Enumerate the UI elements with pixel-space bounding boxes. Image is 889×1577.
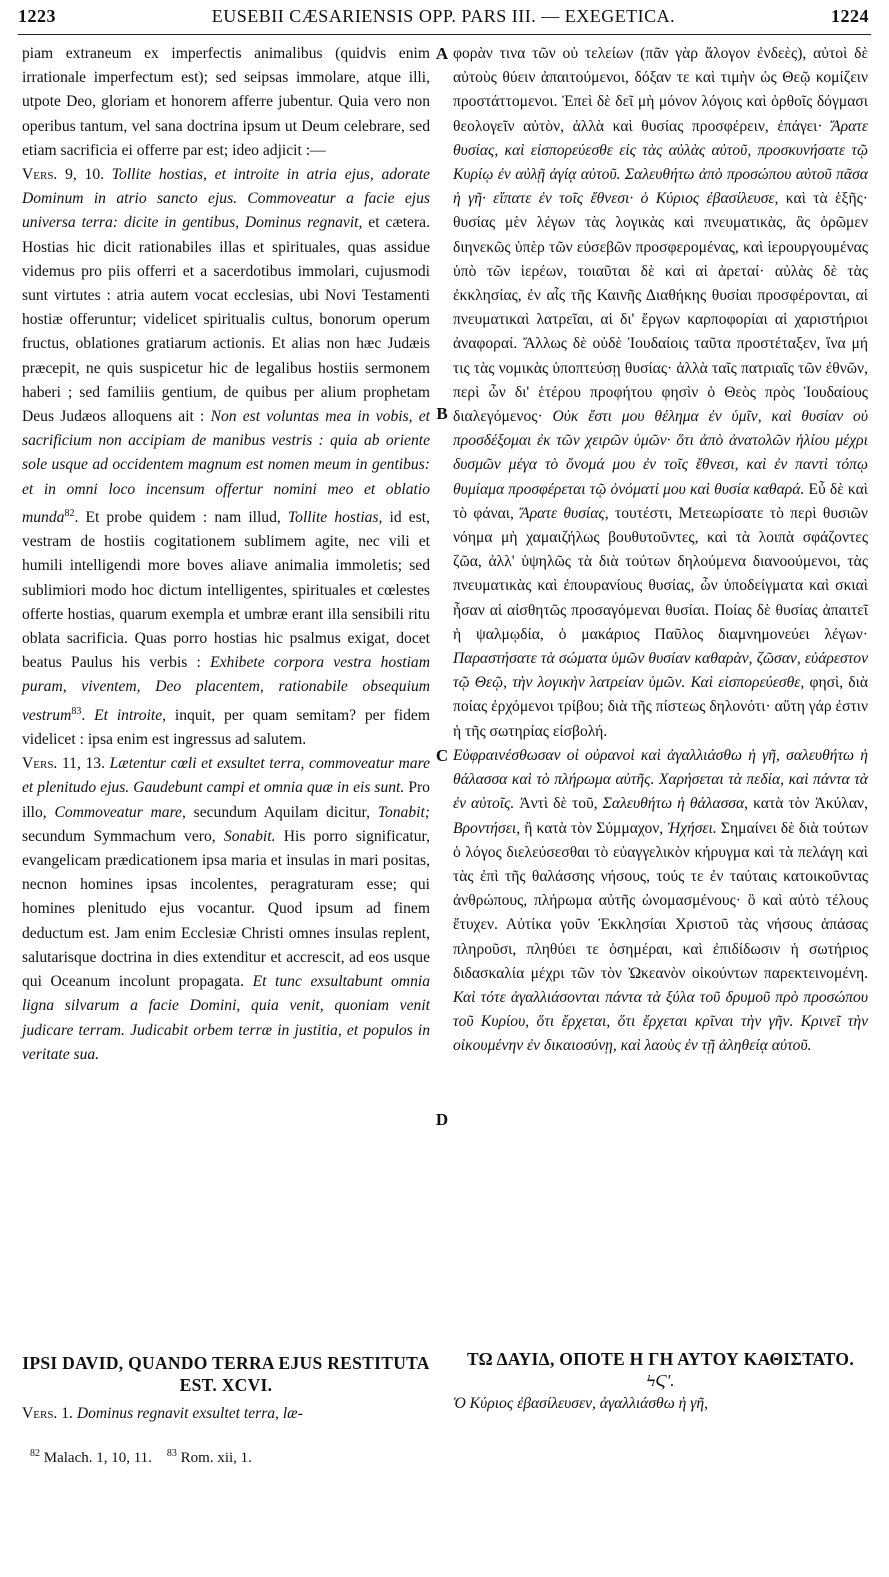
footnote-83: Rom. xii, 1. xyxy=(180,1450,252,1466)
commentary-text: . Et probe quidem : nam illud, xyxy=(74,509,281,527)
margin-letter-b: B xyxy=(436,404,448,423)
commentary-text: . xyxy=(81,706,86,724)
footnotes xyxy=(30,1448,252,1467)
commentary-text: Pro illo, xyxy=(22,779,430,821)
latin-paragraph-2 xyxy=(22,163,430,752)
latin-psalm-heading: IPSI DAVID, QUANDO TERRA EJUS RESTITUTA EST. XCVI. xyxy=(22,1353,430,1395)
scripture-quote: Tonabit; xyxy=(377,803,431,821)
greek-paragraph-1 xyxy=(453,42,868,744)
footnote-marker: 83 xyxy=(71,705,82,717)
footnote-82: Malach. 1, 10, 11. xyxy=(43,1450,152,1466)
commentary-text: φορὰν τινα τῶν οὐ τελείων (πᾶν γὰρ ἄλογον ἐνδεὲς), αὐτοὶ δὲ αὐτοὺς θύειν ἀπαιτούμενοι, δόξαν τε καὶ τιμὴν ὡς Θεῷ κομίζειν προστάττομενοι. Ἐπεὶ δὲ δεῖ μὴ μόνον λόγοις καὶ ὀρθοῖς δόγμασι θεολογεῖν αὐτὸν, ἀλλὰ καὶ θυσίας προσφέρειν, ἐπάγει· xyxy=(453,45,868,135)
commentary-text: Σημαίνει δὲ διὰ τούτων ὁ λόγος διελεύσεσθαι τὸ εὐαγγελικὸν κήρυγμα καὶ τὰ πελάγη καὶ τὰς ἐπὶ τῆς θαλάσσης νήσους, τούς τε ἐν ταύταις κατοικοῦντας ἀνθρώπους, πλήρωμα αὐτῆς ὠνομασμένους· ὃ καὶ αὐτὸ τέλους ἔτυχεν. Αὐτίκα γοῦν Ἐκκλησίαι Χριστοῦ τὰς νήσους ἁπάσας πληροῦσι, πληθύει τε ὁσημέραι, καὶ ἐπιδίδωσιν ἡ σωτήριος διδασκαλία μέχρι τῶν τὸν Ὠκεανὸν οἰκούντων παρεκτεινομένη. xyxy=(453,819,868,982)
header-rule xyxy=(18,34,871,35)
page-number-right: 1224 xyxy=(831,6,869,26)
verse-ref: Vers. 9, 10. xyxy=(22,166,105,184)
latin-paragraph-3 xyxy=(22,752,430,1067)
scripture-quote: Εὐφραινέσθωσαν οἱ οὐρανοὶ καὶ ἀγαλλιάσθω ἡ γῆ, σαλευθήτω ἡ θάλασσα καὶ τὸ πλήρωμα αὐτῆς. Χαρήσεται τὰ πεδία, καὶ πάντα τὰ ἐν αὐτοῖς. xyxy=(453,746,868,813)
scripture-quote: Tollite hostias, et introite in atria ejus, adorate Dominum in atrio sancto ejus. Commoveatur a facie ejus universa terra: dicite in gentibus, Dominus regnavit, xyxy=(22,166,430,232)
scripture-quote: Παραστήσατε τὰ σώματα ὑμῶν θυσίαν καθαρὰν, ζῶσαν, εὐάρεστον τῷ Θεῷ, τὴν λογικὴν λατρείαν ὑμῶν. Καὶ εἰσπορεύεσθε, xyxy=(453,650,868,692)
scripture-quote: Sonabit. xyxy=(223,827,276,845)
latin-paragraph-1: piam extraneum ex imperfectis animalibus (quidvis enim irrationale imperfectum est); sed seipsas immolare, atque illi, utpote Deo, gloriam et honorem afferre jubentur. Quia vero non operibus tantum, vel sana doctrina ipsum ut Deum celebrare, sed etiam sacrificia ei offerre par est; ideo adjicit :— xyxy=(22,45,430,159)
commentary-text: καὶ τὰ ἑξῆς· θυσίας μὲν λέγων τὰς λογικὰς καὶ πνευματικὰς, ἃς ὁρῶμεν διηνεκῶς ὑπὲρ τῶν εὐσεβῶν προσφερομένας, καὶ ἱερουργουμένας ὑπὸ τῶν ἱερέων, τοιαῦται δὲ καὶ αἱ ἀρεταί· αὐλὰς δὲ τὰς ἐκκλησίας, ἐν αἷς τῆς Καινῆς Διαθήκης θυσίαι προσφέρονται, αἱ πνευματικαὶ λατρεῖαι, αἱ δι' ἔργων καρποφορίαι αἱ χαριστήριοι ἀναφοραί. Ἄλλως δὲ οὐδὲ Ἰουδαίοις ταῦτα προστέταξεν, ἵνα μή τις τὰς νομικὰς ὑποπτεύσῃ θυσίας· ἀλλὰ ταῖς πατριαῖς τῶν ἐθνῶν, περὶ ὧν δι' ἑτέρου προφήτου φησὶν ὁ Θεὸς πρὸς Ἰουδαίους διαλεγόμενος· xyxy=(453,190,868,426)
commentary-text: Ἀντὶ δὲ τοῦ, xyxy=(519,795,598,813)
latin-psalm-first-line xyxy=(22,1402,430,1426)
scripture-quote: Σαλευθήτω ἡ θάλασσα, xyxy=(602,795,749,813)
latin-column xyxy=(22,42,430,1067)
scripture-quote: Ὁ Κύριος ἐβασίλευσεν, ἀγαλλιάσθω ἡ γῆ, xyxy=(453,1395,709,1412)
verse-ref: Vers. 11, 13. xyxy=(22,755,105,773)
commentary-text: secundum Aquilam dicitur, xyxy=(193,803,370,821)
scripture-quote: Βροντήσει, xyxy=(453,819,521,837)
commentary-text: His porro significatur, evangelicam prædicationem ipsa maria et insulas in mari positas, necnon homines ipsas incolentes, peragraturam esse; qui homines plenitudo ejus vocantur. Quod ipsum ad finem deductum est. Jam enim Ecclesiæ Christi omnes insulas replent, salutarisque doctrina in dies extenditur et accrescit, ad eos usque qui Oceanum incolunt propagata. xyxy=(22,827,430,991)
scripture-quote: Et tunc exsultabunt omnia ligna silvarum a facie Domini, quia venit, quoniam venit judicare terram. Judicabit orbem terræ in justitia, et populos in veritate sua. xyxy=(22,973,430,1063)
greek-column xyxy=(453,42,868,1059)
page-number-left: 1223 xyxy=(18,6,56,26)
commentary-text: secundum Symmachum vero, xyxy=(22,827,216,845)
commentary-text: τουτέστι, Μετεωρίσατε τὸ περὶ θυσιῶν νόημα μὴ χαμαιζήλως βουθυτοῦντες, καὶ τὰ λοιπὰ σφάζοντες ζῶα, ἀλλ' ὑψηλῶς τὰ διὰ τούτων δηλούμενα διανοούμενοι, τὰς πνευματικὰς καὶ ἐπουρανίους θυσίας, ὧν ὑποδείγματα καὶ σκιαὶ ἦσαν αἱ αἰσθητῶς προσαγόμεναι θυσίαι. Ποίας δὲ θυσίας ἀπαιτεῖ ἡ ψαλμῳδία, ὁ μακάριος Παῦλος διαμνημονεύει λέγων· xyxy=(453,504,868,643)
scripture-quote: Ἄρατε θυσίας, xyxy=(520,504,609,522)
scripture-quote: Ἄρατε θυσίας, καὶ εἰσπορεύεσθε εἰς τὰς αὐλὰς αὐτοῦ, προσκυνήσατε τῷ Κυρίῳ ἐν αὐλῇ ἁγίᾳ αὐτοῦ. Σαλευθήτω ἀπὸ προσώπου αὐτοῦ πᾶσα ἡ γῆ· εἴπατε ἐν τοῖς ἔθνεσι· ὁ Κύριος ἐβασίλευσε, xyxy=(453,117,868,208)
greek-psalm-number: ϞϚʹ. xyxy=(646,1371,675,1390)
scripture-quote: Commoveatur mare, xyxy=(54,803,186,821)
commentary-text: id est, vestram de hostiis cogitationem sublimem agite, nec vili et humili intelligendi more boves aliave animalia immoletis; sed sublimiori modo hoc dictum intelligentes, spirituales et cœlestes offerte hostias, quarum exempla et umbræ erant illa sensibili ritu oblata sacrificia. Quas porro hostias hic psalmus exigat, docet beatus Paulus his verbis : xyxy=(22,509,430,672)
scripture-quote: Οὐκ ἔστι μου θέλημα ἐν ὑμῖν, καὶ θυσίαν οὐ προσδέξομαι ἐκ τῶν χειρῶν ὑμῶν· ὅτι ἀπὸ ἀνατολῶν ἡλίου μέχρι δυσμῶν μέγα τὸ ὄνομά μου ἐν τοῖς ἔθνεσι, καὶ ἐν παντὶ τόπῳ θυμίαμα προσφέρεται τῷ ὀνόματί μου καὶ θυσία καθαρά. xyxy=(453,408,868,498)
scripture-quote: Exhibete corpora vestra hostiam puram, viventem, Deo placentem, rationabile obsequium vestrum xyxy=(22,654,430,724)
footnote-marker: 83 xyxy=(166,1448,177,1459)
commentary-text: et cætera. Hostias hic dicit rationabiles illas et spirituales, quas assidue videmus pro piis offerri et a sacerdotibus immolari, cujusmodi sunt virtutes : atria autem vocat ecclesias, ubi Novi Testamenti hostiæ offeruntur; videlicet spiritualis cultus, bonorum operum fructus, oblationes gratiarum actionis. Et alias non hæc Judæis præcepit, ne quis suspicetur hic de legalibus hostiis sermonem haberi ; sed familiis gentium, de quibus per alium prophetam Deus Judæos alloquens ait : xyxy=(22,214,430,426)
scripture-quote: Non est voluntas mea in vobis, et sacrificium non accipiam de manibus vestris : quia ab oriente sole usque ad occidentem magnum est nomen meum in gentibus: et in omni loco incensum offertur nomini meo et oblatio munda xyxy=(22,408,430,527)
greek-psalm-first-line xyxy=(453,1392,868,1416)
scripture-quote: Tollite hostias, xyxy=(287,509,383,527)
scripture-quote: Dominus regnavit exsultet terra, læ- xyxy=(76,1405,303,1422)
commentary-text: φησὶ, διὰ ποίας ἐρχόμενοι τρίβου; διὰ τῆς πίστεως δηλονότι· αὕτη γάρ ἐστιν ἡ τῆς σωτηρίας εἰσβολή. xyxy=(453,674,869,740)
verse-ref: Vers. 1. xyxy=(22,1405,73,1422)
scripture-quote: Καὶ τότε ἀγαλλιάσονται πάντα τὰ ξύλα τοῦ δρυμοῦ πρὸ προσώπου τοῦ Κυρίου, ὅτι ἔρχεται, ὅτι ἔρχεται κρῖναι τὴν γῆν. Κρινεῖ τὴν οἰκουμένην ἐν δικαιοσύνῃ, καὶ λαοὺς ἐν τῇ ἀληθείᾳ αὐτοῦ. xyxy=(453,988,868,1055)
footnote-marker: 82 xyxy=(30,1448,40,1459)
margin-letter-c: C xyxy=(435,746,449,765)
page-header xyxy=(18,6,869,36)
margin-letter-d: D xyxy=(435,1110,449,1129)
footnote-marker: 82 xyxy=(64,507,75,519)
commentary-text: inquit, per quam semitam? per fidem videlicet : ipsa enim est ingressus ad salutem. xyxy=(22,706,430,749)
commentary-text: Εὖ δὲ καὶ τὸ φάναι, xyxy=(453,480,869,522)
greek-psalm-heading: ΤΩ ΔΑΥΙΔ, ΟΠΟΤΕ Η ΓΗ ΑΥΤΟΥ ΚΑΘΙΣΤΑΤΟ. xyxy=(466,1349,855,1369)
scripture-quote: Lætentur cœli et exsultet terra, commoveatur mare et plenitudo ejus. Gaudebunt campi et omnia quæ in eis sunt. xyxy=(22,755,430,797)
scripture-quote: Ἠχήσει. xyxy=(667,819,717,837)
running-title: EUSEBII CÆSARIENSIS OPP. PARS III. — EXEGETICA. xyxy=(211,6,676,26)
commentary-text: κατὰ τὸν Ἀκύλαν, xyxy=(753,795,868,813)
margin-letter-a: A xyxy=(435,44,449,63)
greek-paragraph-2 xyxy=(453,744,868,1059)
commentary-text: ἢ κατὰ τὸν Σύμμαχον, xyxy=(524,819,664,837)
scripture-quote: Et introite, xyxy=(94,706,167,724)
